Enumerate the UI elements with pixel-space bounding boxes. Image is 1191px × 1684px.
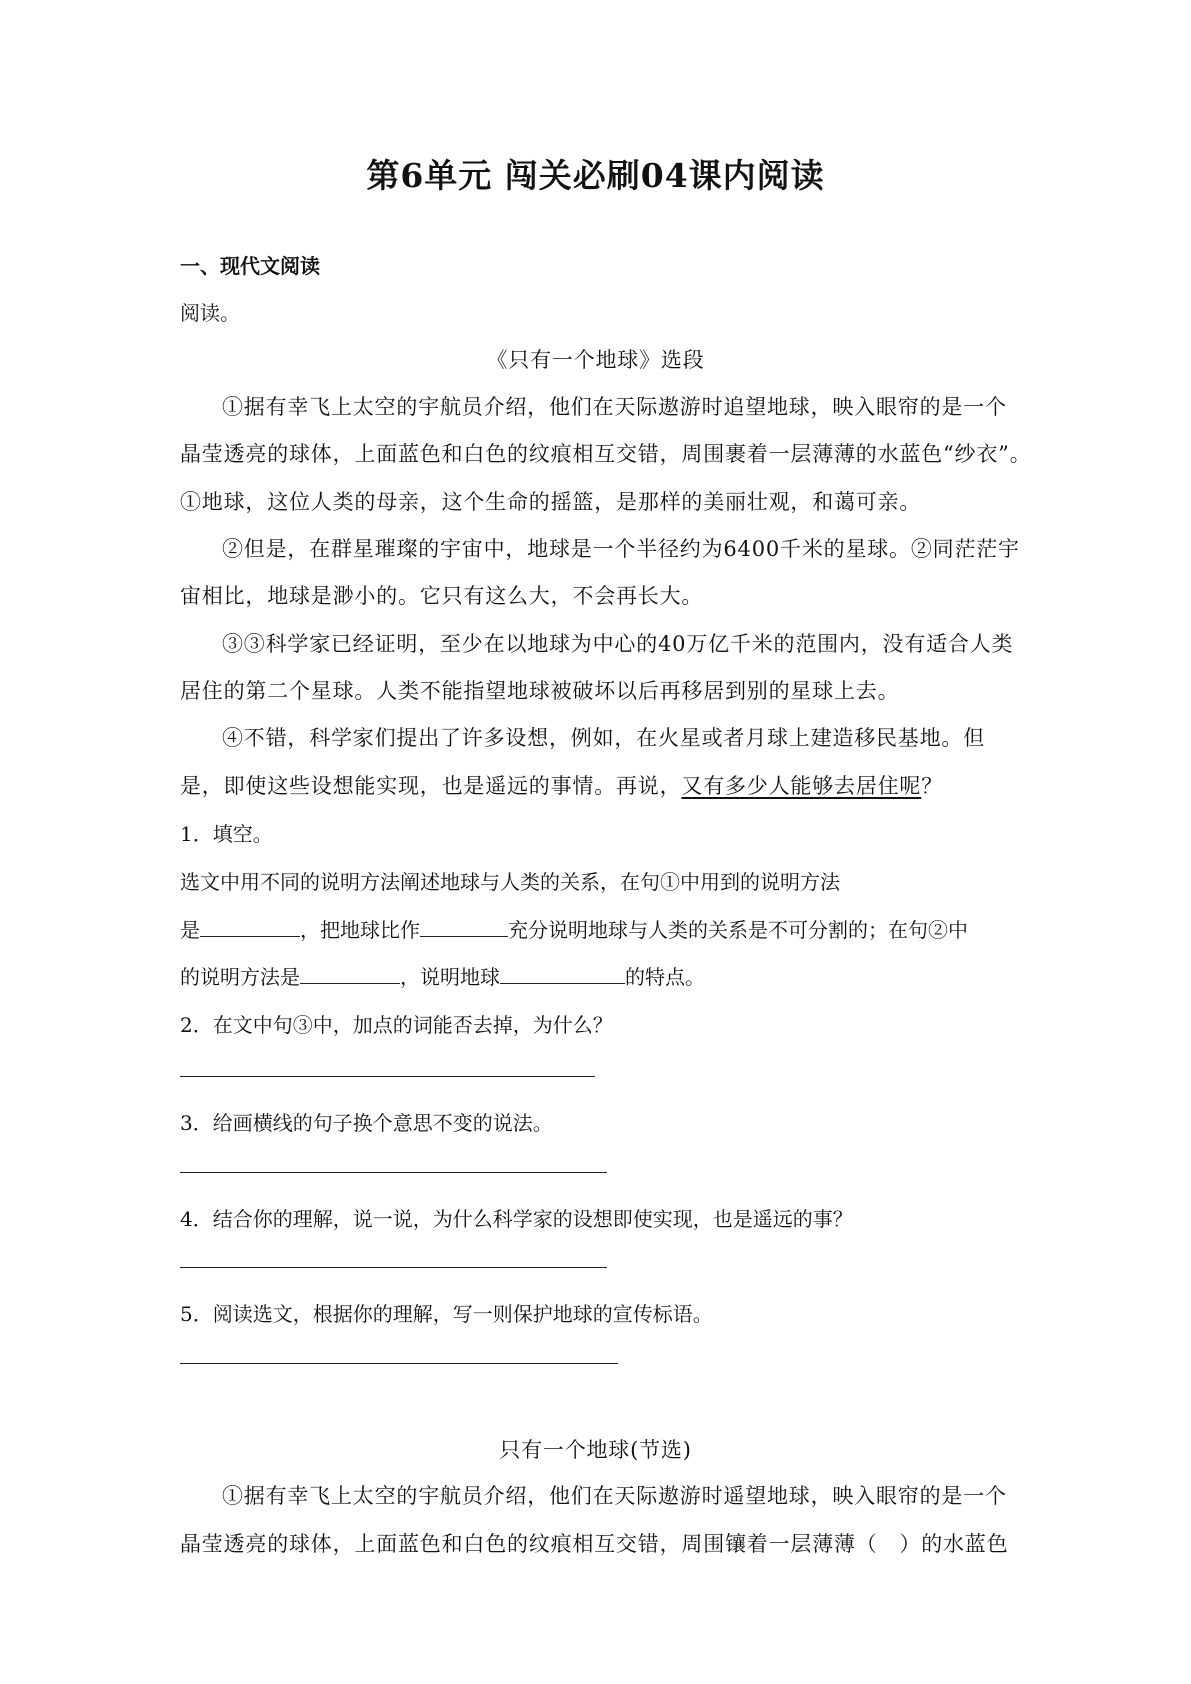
fill-blank[interactable] [420, 914, 508, 937]
question-5: 5．阅读选文，根据你的理解，写一则保护地球的宣传标语。 [180, 1302, 713, 1326]
section-heading: 一、现代文阅读 [180, 254, 320, 278]
answer-line[interactable] [180, 1363, 618, 1364]
question-text: ，说明地球 [400, 965, 500, 989]
passage1-line: ③③科学家已经证明，至少在以地球为中心的40万亿千米的范围内，没有适合人类 [222, 632, 1014, 656]
passage1-line: ①据有幸飞上太空的宇航员介绍，他们在天际遨游时追望地球，映入眼帘的是一个 [222, 395, 1007, 419]
passage1-text: 是，即使这些设想能实现，也是遥远的事情。再说， [180, 774, 682, 798]
underlined-sentence: 又有多少人能够去居住呢 [681, 774, 922, 798]
question-text: 是 [180, 918, 200, 942]
question-2: 2．在文中句③中，加点的词能否去掉，为什么？ [180, 1013, 613, 1037]
question-1-title: 1．填空。 [180, 822, 273, 846]
question-1-text [180, 914, 968, 943]
question-text: 的特点。 [625, 965, 705, 989]
passage1-line: 宙相比，地球是渺小的。它只有这么大，不会再长大。 [180, 584, 704, 608]
fill-blank[interactable] [200, 914, 300, 937]
fill-blank[interactable] [500, 961, 625, 984]
passage1-text: ？ [921, 774, 944, 798]
question-3: 3．给画横线的句子换个意思不变的说法。 [180, 1111, 553, 1135]
answer-line[interactable] [180, 1076, 595, 1077]
page-title: 第6单元 闯关必刷04课内阅读 [366, 156, 825, 195]
passage1-line: 居住的第二个星球。人类不能指望地球被破坏以后再移居到别的星球上去。 [180, 679, 900, 703]
passage1-line: ④不错，科学家们提出了许多设想，例如，在火星或者月球上建造移民基地。但 [222, 726, 985, 750]
question-text: 充分说明地球与人类的关系是不可分割的；在句②中 [508, 918, 968, 942]
passage1-line: ①地球，这位人类的母亲，这个生命的摇篮，是那样的美丽壮观，和蔼可亲。 [180, 490, 922, 514]
passage2-title: 只有一个地球(节选) [499, 1438, 692, 1462]
passage2-line: ①据有幸飞上太空的宇航员介绍，他们在天际遨游时遥望地球，映入眼帘的是一个 [222, 1484, 1007, 1508]
answer-line[interactable] [180, 1172, 607, 1173]
passage1-line [180, 770, 943, 800]
question-text: ，把地球比作 [300, 918, 420, 942]
answer-line[interactable] [180, 1267, 607, 1268]
passage1-title: 《只有一个地球》选段 [486, 348, 705, 372]
fill-blank[interactable] [300, 961, 400, 984]
question-4: 4．结合你的理解，说一说，为什么科学家的设想即使实现，也是遥远的事？ [180, 1207, 853, 1231]
question-1-text: 选文中用不同的说明方法阐述地球与人类的关系，在句①中用到的说明方法 [180, 870, 840, 894]
intro-text: 阅读。 [180, 301, 240, 325]
question-1-text [180, 961, 705, 990]
passage2-line: 晶莹透亮的球体，上面蓝色和白色的纹痕相互交错，周围镶着一层薄薄（ ）的水蓝色 [180, 1532, 1009, 1556]
passage1-line: ②但是，在群星璀璨的宇宙中，地球是一个半径约为6400千米的星球。②同茫茫宇 [222, 537, 1020, 561]
question-text: 的说明方法是 [180, 965, 300, 989]
passage1-line: 晶莹透亮的球体，上面蓝色和白色的纹痕相互交错，周围裹着一层薄薄的水蓝色“纱衣”。 [180, 442, 1032, 466]
